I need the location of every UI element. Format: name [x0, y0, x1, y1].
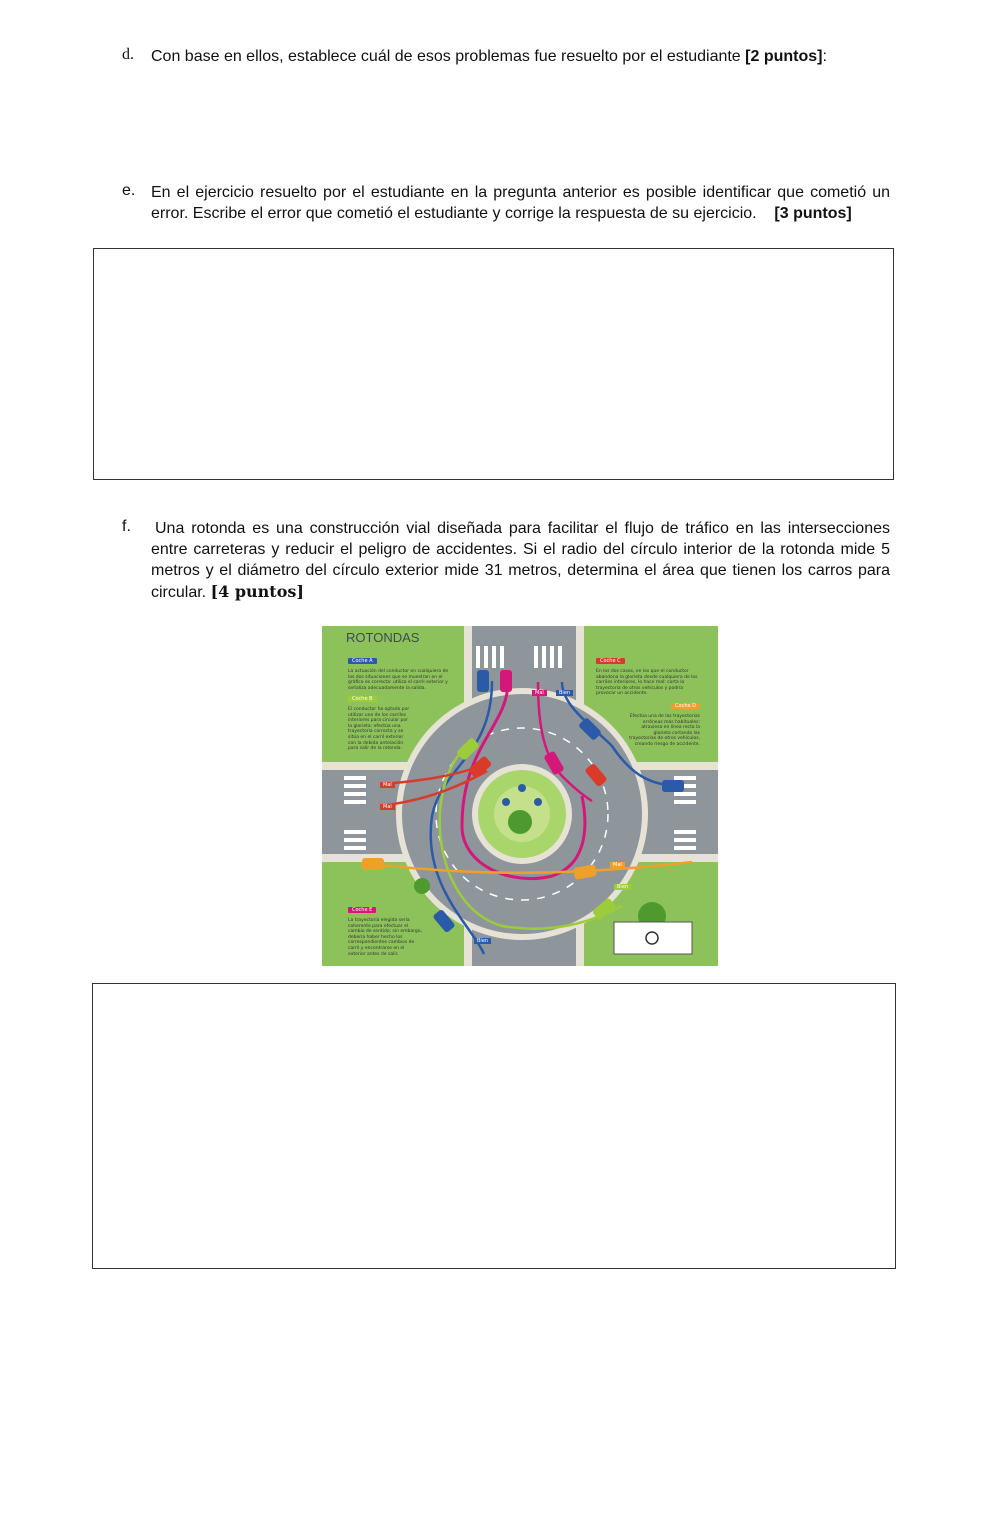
tag-bien: Bien: [556, 690, 573, 696]
note-coche-c: [596, 649, 700, 697]
road-sign: [614, 922, 692, 954]
question-e-points: [3 puntos]: [774, 205, 852, 222]
question-marker: d.: [122, 46, 134, 63]
tree-icon: [508, 810, 532, 834]
note-text: El conductor ha optado por utilizar uno de los carriles interiores para circular por la glorieta: efectúa una trayectoria correcta y se sitúa en el carril exterior con la debida antelación para salir de la rotonda.: [348, 707, 410, 752]
tag-bien: Bien: [614, 884, 631, 890]
tag-mal: Mal: [380, 804, 395, 810]
question-text: [151, 46, 890, 67]
note-text: En los dos casos, en los que el conductor abandona la glorieta desde cualquiera de los carriles interiores, lo hace mal: corta la trayectoria de otros vehículos y podría provocar un accidente.: [596, 669, 698, 697]
roundabout-figure: [322, 626, 718, 966]
note-text: La actuación del conductor en cualquiera de las dos situaciones que se muestran en el gráfico es correcta: utiliza el carril exterior y señaliza adecuadamente la salida.: [348, 669, 449, 691]
question-d-suffix: :: [822, 48, 827, 65]
note-coche-e: [348, 898, 422, 957]
fountain-icon: [534, 798, 542, 806]
note-label: Coche C: [596, 658, 625, 664]
fountain-icon: [502, 798, 510, 806]
question-d-points: [2 puntos]: [745, 48, 823, 65]
question-marker: e.: [122, 182, 136, 199]
question-f-points: [4 puntos]: [210, 582, 304, 601]
note-label: Coche A: [348, 658, 377, 664]
question-text: [151, 518, 890, 603]
car-icon: [477, 670, 489, 692]
figure-title: ROTONDAS: [346, 630, 420, 645]
car-icon: [662, 780, 684, 792]
tag-mal: Mal: [532, 690, 547, 696]
car-icon: [500, 670, 512, 692]
car-icon: [362, 858, 384, 870]
note-coche-d: [626, 694, 700, 748]
answer-box-e[interactable]: [93, 248, 894, 480]
question-e-text: En el ejercicio resuelto por el estudiante en la pregunta anterior es posible identificar que cometió un error. Escribe el error que cometió el estudiante y corrige la respuesta de su ejercicio.: [151, 184, 890, 222]
tag-mal: Mal: [380, 782, 395, 788]
tree-icon: [414, 878, 430, 894]
answer-box-f[interactable]: [92, 983, 896, 1269]
question-text: [151, 182, 890, 224]
note-label: Coche E: [348, 907, 376, 913]
tag-bien: Bien: [474, 938, 491, 944]
question-marker: f.: [122, 518, 131, 535]
fountain-icon: [518, 784, 526, 792]
question-f-text: Una rotonda es una construcción vial diseñada para facilitar el flujo de tráfico en las intersecciones entre carreteras y reducir el peligro de accidentes. Si el radio del círculo interior de la rotonda mide 5 metros y el diámetro del círculo exterior mide 31 metros, determina el área que tienen los carros para circular.: [151, 520, 890, 601]
note-text: Efectúa una de las trayectorias erróneas más habituales: atraviesa en línea recta la glorieta cortando las trayectorias de otros vehículos, creando riesgo de accidente.: [629, 714, 700, 747]
note-label: Coche B: [348, 696, 377, 702]
note-coche-b: [348, 687, 410, 752]
tag-mal: Mal: [610, 862, 625, 868]
question-d-text: Con base en ellos, establece cuál de esos problemas fue resuelto por el estudiante: [151, 48, 741, 65]
note-text: La trayectoria elegida sería coherente para efectuar el cambio de sentido; sin embargo, debería haber hecho los correspondientes cambios de carril y encontrarse en el exterior antes de salir.: [348, 918, 422, 957]
note-label: Coche D: [671, 703, 700, 709]
note-coche-a: [348, 649, 452, 691]
